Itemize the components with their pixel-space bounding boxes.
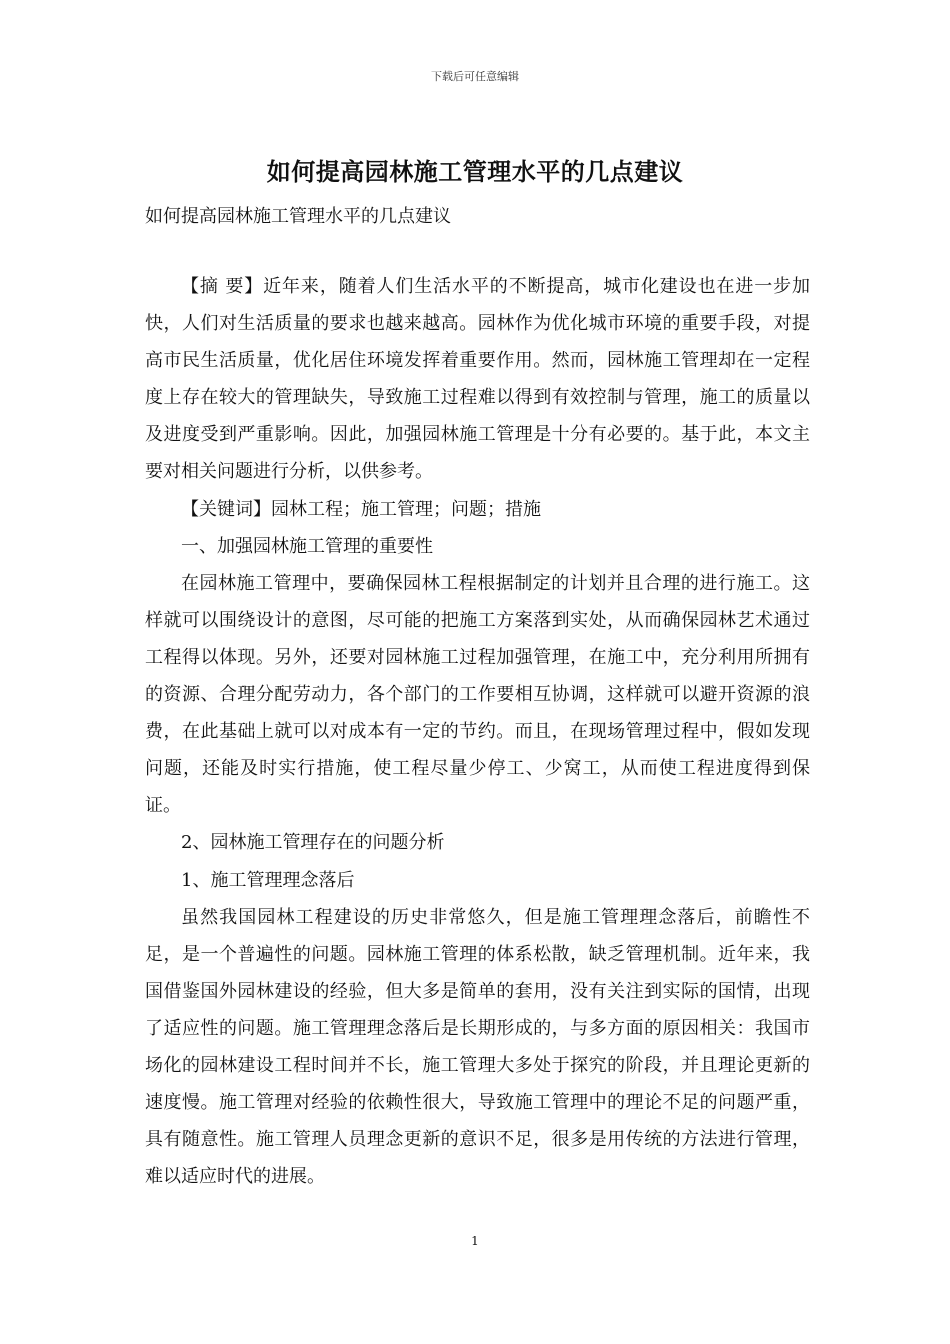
keywords-paragraph: 【关键词】园林工程；施工管理；问题；措施 [181, 498, 541, 520]
section-heading: 2、园林施工管理存在的问题分析 [181, 832, 445, 854]
body-paragraph: 在园林施工管理中，要确保园林工程根据制定的计划并且合理的进行施工。这样就可以围绕设计的意图，尽可能的把施工方案落到实处，从而确保园林艺术通过工程得以体现。另外，还要对园林施工过程加强管理，在施工中，充分利用所拥有的资源、合理分配劳动力，各个部门的工作要相互协调，这样就可以避开资源的浪费，在此基础上就可以对成本有一定的节约。而且，在现场管理过程中，假如发现问题，还能及时实行措施，使工程尽量少停工、少窝工，从而使工程进度得到保证。 [145, 572, 810, 817]
document-body [145, 268, 810, 1195]
header-note: 下载后可任意编辑 [431, 70, 519, 83]
section-heading: 一、加强园林施工管理的重要性 [181, 535, 433, 557]
page-number: 1 [471, 1234, 479, 1248]
document-subtitle: 如何提高园林施工管理水平的几点建议 [145, 206, 451, 227]
subsection-heading: 1、施工管理理念落后 [181, 869, 355, 891]
abstract-paragraph: 【摘 要】近年来，随着人们生活水平的不断提高，城市化建设也在进一步加快，人们对生活质量的要求也越来越高。园林作为优化城市环境的重要手段，对提高市民生活质量，优化居住环境发挥着重要作用。然而，园林施工管理却在一定程度上存在较大的管理缺失，导致施工过程难以得到有效控制与管理，施工的质量以及进度受到严重影响。因此，加强园林施工管理是十分有必要的。基于此，本文主要对相关问题进行分析，以供参考。 [145, 276, 810, 483]
body-paragraph: 虽然我国园林工程建设的历史非常悠久，但是施工管理理念落后，前瞻性不足，是一个普遍性的问题。园林施工管理的体系松散，缺乏管理机制。近年来，我国借鉴国外园林建设的经验，但大多是简单的套用，没有关注到实际的国情，出现了适应性的问题。施工管理理念落后是长期形成的，与多方面的原因相关：我国市场化的园林建设工程时间并不长，施工管理大多处于探究的阶段，并且理论更新的速度慢。施工管理对经验的依赖性很大，导致施工管理中的理论不足的问题严重，具有随意性。施工管理人员理念更新的意识不足，很多是用传统的方法进行管理，难以适应时代的进展。 [145, 906, 810, 1188]
document-title: 如何提高园林施工管理水平的几点建议 [266, 157, 684, 186]
